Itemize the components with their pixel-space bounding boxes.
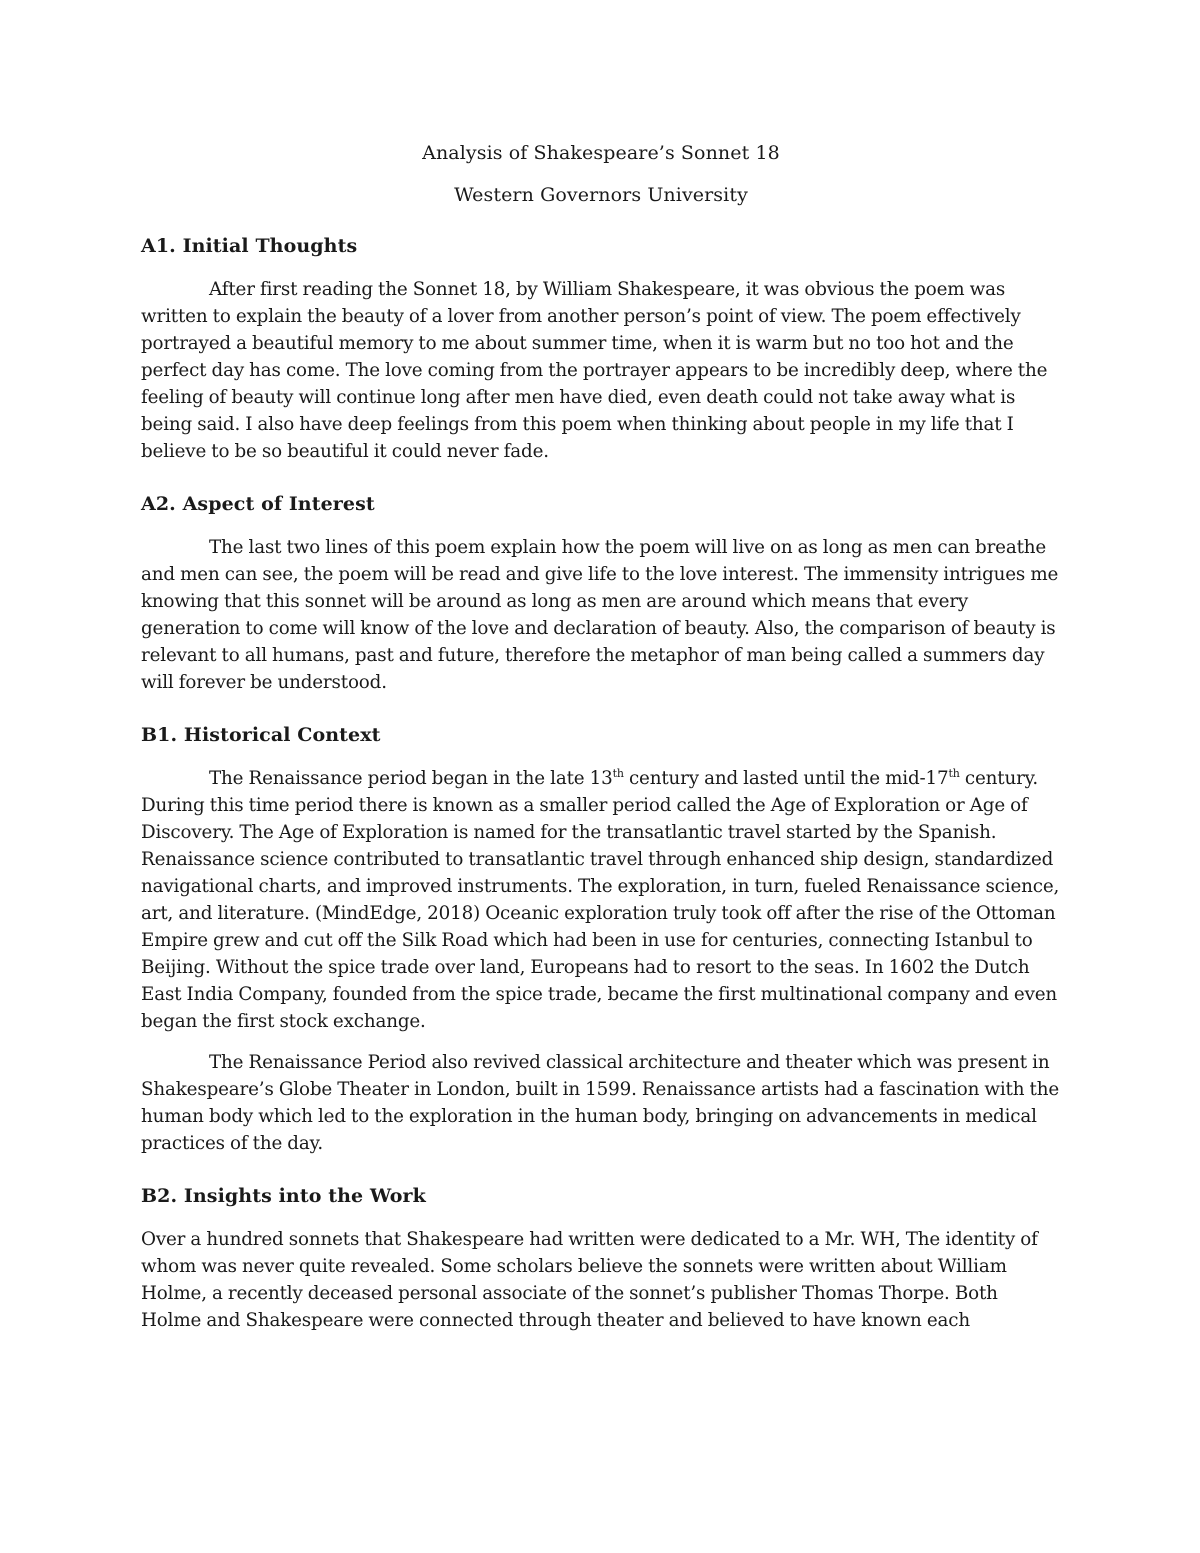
- section-heading-a1: A1. Initial Thoughts: [141, 235, 358, 257]
- paragraph-b1-2: The Renaissance Period also revived classical architecture and theater which was present in Shakespeare’s Globe Theater in London, built in 1599. Renaissance artists had a fascination with the human body which led to the exploration in the human body, bringing on advancements in medical practices of the day.: [141, 1052, 1060, 1154]
- paragraph-a1: After first reading the Sonnet 18, by William Shakespeare, it was obvious the poem was written to explain the beauty of a lover from another person’s point of view. The poem effectively portrayed a beautiful memory to me about summer time, when it is warm but no too hot and the perfect day has come. The love coming from the portrayer appears to be incredibly deep, where the feeling of beauty will continue long after men have died, even death could not take away what is being said. I also have deep feelings from this poem when thinking about people in my life that I believe to be so beautiful it could never fade.: [141, 279, 1048, 462]
- section-heading-b1: B1. Historical Context: [141, 724, 381, 746]
- section-heading-a2: A2. Aspect of Interest: [141, 493, 375, 515]
- ordinal-suffix: th: [612, 767, 624, 780]
- paragraph-b1-1-text-c: century. During this time period there is known as a smaller period called the Age of Exploration or Age of Discovery. The Age of Exploration is named for the transatlantic travel started by the Spanish. Renaissance science contributed to transatlantic travel through enhanced ship design, standardized navigational charts, and improved instruments. The exploration, in turn, fueled Renaissance science, art, and literature. (MindEdge, 2018) Oceanic exploration truly took off after the rise of the Ottoman Empire grew and cut off the Silk Road which had been in use for centuries, connecting Istanbul to Beijing. Without the spice trade over land, Europeans had to resort to the seas. In 1602 the Dutch East India Company, founded from the spice trade, became the first multinational company and even began the first stock exchange.: [141, 768, 1060, 1032]
- section-heading-b2: B2. Insights into the Work: [141, 1185, 426, 1207]
- paragraph-a2: The last two lines of this poem explain how the poem will live on as long as men can breathe and men can see, the poem will be read and give life to the love interest. The immensity intrigues me knowing that this sonnet will be around as long as men are around which means that every generation to come will know of the love and declaration of beauty. Also, the comparison of beauty is relevant to all humans, past and future, therefore the metaphor of man being called a summers day will forever be understood.: [141, 537, 1059, 693]
- document-title: Analysis of Shakespeare’s Sonnet 18: [422, 142, 780, 164]
- section-a2: [141, 491, 1061, 696]
- document-page: [141, 140, 1061, 1348]
- institution-name: Western Governors University: [454, 184, 748, 206]
- section-b2: [141, 1183, 1061, 1334]
- section-a1: [141, 233, 1061, 465]
- section-b1: [141, 722, 1061, 1157]
- title-block: [141, 140, 1061, 209]
- paragraph-b1-1: [141, 765, 1061, 1035]
- paragraph-b2: Over a hundred sonnets that Shakespeare had written were dedicated to a Mr. WH, The identity of whom was never quite revealed. Some scholars believe the sonnets were written about William Holme, a recently deceased personal associate of the sonnet’s publisher Thomas Thorpe. Both Holme and Shakespeare were connected through theater and believed to have known each: [141, 1229, 1038, 1331]
- ordinal-suffix: th: [948, 767, 960, 780]
- paragraph-b1-1-text-a: The Renaissance period began in the late 13: [209, 768, 613, 789]
- paragraph-b1-1-text-b: century and lasted until the mid-17: [623, 768, 949, 789]
